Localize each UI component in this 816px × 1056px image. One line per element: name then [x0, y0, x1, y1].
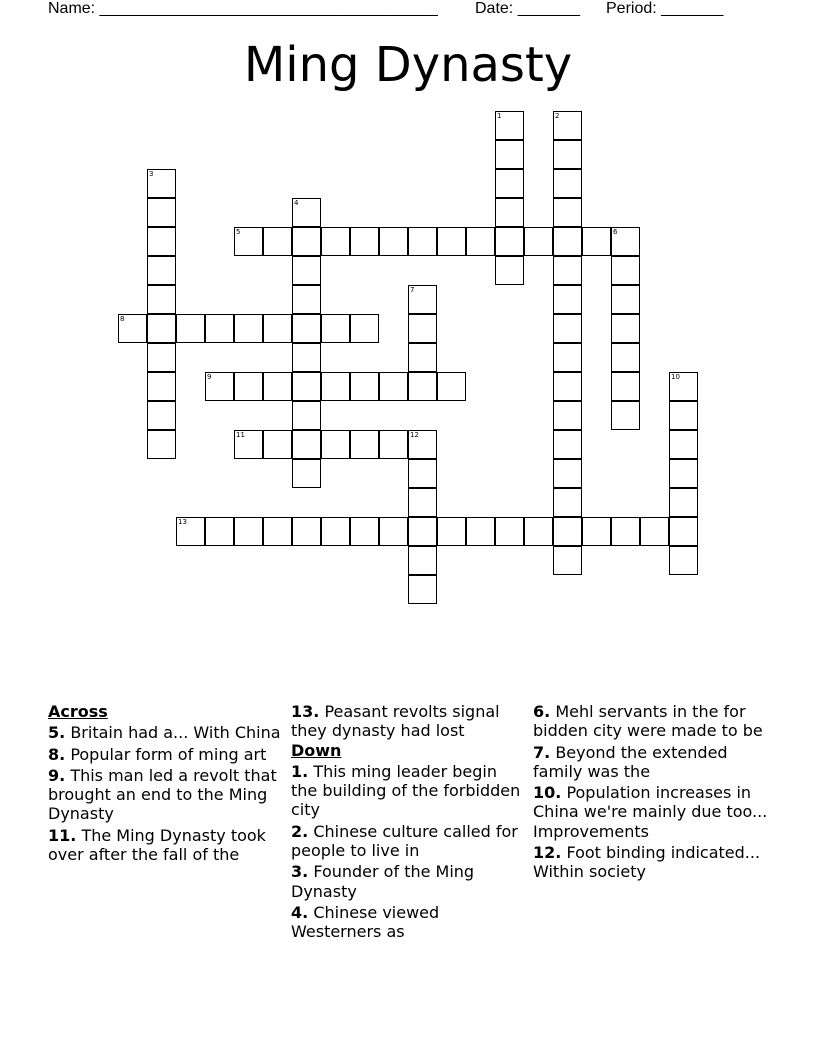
- grid-cell[interactable]: [263, 227, 292, 256]
- grid-cell[interactable]: [408, 227, 437, 256]
- grid-cell[interactable]: [379, 517, 408, 546]
- grid-cell[interactable]: [495, 256, 524, 285]
- grid-cell[interactable]: [350, 430, 379, 459]
- grid-cell[interactable]: [437, 227, 466, 256]
- clue-across-8: 8. Popular form of ming art: [48, 744, 267, 764]
- grid-cell[interactable]: [321, 372, 350, 401]
- grid-cell[interactable]: [350, 517, 379, 546]
- down-heading: Down: [291, 740, 342, 760]
- clues-column-1: [48, 702, 284, 864]
- grid-cell[interactable]: [292, 430, 321, 459]
- grid-cell[interactable]: [408, 517, 437, 546]
- grid-cell[interactable]: [495, 140, 524, 169]
- grid-cell-number: 7: [410, 286, 415, 294]
- name-field[interactable]: Name: ______________________________________: [48, 0, 438, 17]
- grid-cell[interactable]: [408, 343, 437, 372]
- grid-cell[interactable]: [321, 517, 350, 546]
- grid-cell[interactable]: [263, 430, 292, 459]
- grid-cell[interactable]: [437, 517, 466, 546]
- grid-cell-number: 11: [236, 431, 245, 439]
- clue-down-1: 1. This ming leader begin the building of the forbidden city: [291, 761, 521, 820]
- grid-cell[interactable]: [611, 343, 640, 372]
- grid-cell[interactable]: [176, 314, 205, 343]
- grid-cell[interactable]: [292, 343, 321, 372]
- grid-cell[interactable]: [553, 517, 582, 546]
- grid-cell-number: 1: [497, 112, 502, 120]
- grid-cell[interactable]: [524, 517, 553, 546]
- grid-cell[interactable]: [147, 256, 176, 285]
- grid-cell[interactable]: [553, 343, 582, 372]
- grid-cell[interactable]: [205, 517, 234, 546]
- grid-cell[interactable]: [553, 256, 582, 285]
- clue-down-7: 7. Beyond the extended family was the: [533, 742, 728, 781]
- grid-cell[interactable]: [582, 517, 611, 546]
- grid-cell[interactable]: [495, 517, 524, 546]
- grid-cell[interactable]: [553, 459, 582, 488]
- clue-down-2: 2. Chinese culture called for people to live in: [291, 821, 518, 861]
- clues-column-2: [291, 702, 527, 942]
- grid-cell[interactable]: [611, 372, 640, 401]
- grid-cell[interactable]: [147, 227, 176, 256]
- grid-cell[interactable]: [147, 401, 176, 430]
- grid-cell[interactable]: [553, 430, 582, 459]
- grid-cell[interactable]: [611, 401, 640, 430]
- grid-cell[interactable]: [408, 372, 437, 401]
- grid-cell[interactable]: [292, 256, 321, 285]
- grid-cell[interactable]: [553, 488, 582, 517]
- grid-cell[interactable]: [408, 575, 437, 604]
- grid-cell[interactable]: [669, 546, 698, 575]
- grid-cell[interactable]: [379, 372, 408, 401]
- grid-cell[interactable]: [147, 430, 176, 459]
- clue-across-11: 11. The Ming Dynasty took over after the fall of the: [48, 825, 266, 865]
- grid-cell[interactable]: [553, 227, 582, 256]
- grid-cell[interactable]: [611, 517, 640, 546]
- grid-cell[interactable]: [553, 314, 582, 343]
- clue-down-6: 6. Mehl servants in the for bidden city were made to be: [533, 702, 763, 741]
- grid-cell-number: 5: [236, 228, 241, 236]
- grid-cell[interactable]: [379, 430, 408, 459]
- grid-cell[interactable]: [263, 372, 292, 401]
- grid-cell-number: 2: [555, 112, 560, 120]
- grid-cell[interactable]: [553, 546, 582, 575]
- grid-cell-number: 9: [207, 373, 212, 381]
- grid-cell[interactable]: [611, 285, 640, 314]
- grid-cell[interactable]: [553, 140, 582, 169]
- grid-cell[interactable]: [147, 198, 176, 227]
- grid-cell[interactable]: [263, 517, 292, 546]
- grid-cell[interactable]: [350, 227, 379, 256]
- grid-cell[interactable]: [147, 285, 176, 314]
- clue-down-3: 3. Founder of the Ming Dynasty: [291, 862, 475, 901]
- grid-cell[interactable]: [292, 372, 321, 401]
- grid-cell[interactable]: [350, 372, 379, 401]
- grid-cell[interactable]: [205, 314, 234, 343]
- grid-cell-number: 8: [120, 315, 125, 323]
- grid-cell[interactable]: [437, 372, 466, 401]
- grid-cell[interactable]: [408, 546, 437, 575]
- grid-cell[interactable]: [147, 372, 176, 401]
- grid-cell[interactable]: [553, 285, 582, 314]
- grid-cell[interactable]: [669, 401, 698, 430]
- grid-cell[interactable]: [669, 488, 698, 517]
- grid-cell[interactable]: [234, 314, 263, 343]
- clue-down-4: 4. Chinese viewed Westerners as: [291, 902, 440, 942]
- grid-cell-number: 12: [410, 431, 419, 439]
- grid-cell-number: 4: [294, 199, 299, 207]
- grid-cell[interactable]: [495, 227, 524, 256]
- grid-cell[interactable]: [669, 517, 698, 546]
- grid-cell-number: 13: [178, 518, 187, 526]
- grid-cell[interactable]: [495, 198, 524, 227]
- grid-cell[interactable]: [553, 169, 582, 198]
- clues-column-3: [533, 702, 773, 882]
- grid-cell[interactable]: [408, 488, 437, 517]
- grid-cell[interactable]: [495, 169, 524, 198]
- grid-cell[interactable]: [466, 227, 495, 256]
- grid-cell[interactable]: [292, 517, 321, 546]
- grid-cell[interactable]: [147, 343, 176, 372]
- grid-cell[interactable]: [147, 314, 176, 343]
- clue-across-5: 5. Britain had a... With China: [48, 723, 281, 743]
- grid-cell[interactable]: [234, 517, 263, 546]
- grid-cell[interactable]: [582, 227, 611, 256]
- period-field[interactable]: Period: _______: [606, 0, 724, 17]
- grid-cell[interactable]: [669, 430, 698, 459]
- grid-cell[interactable]: [553, 372, 582, 401]
- puzzle-title: Ming Dynasty: [243, 37, 573, 93]
- grid-cell[interactable]: [640, 517, 669, 546]
- grid-cell[interactable]: [553, 198, 582, 227]
- grid-cell-number: 10: [671, 373, 680, 381]
- grid-cell[interactable]: [292, 314, 321, 343]
- grid-cell-number: 6: [613, 228, 618, 236]
- date-field[interactable]: Date: _______: [475, 0, 580, 17]
- grid-cell[interactable]: [611, 314, 640, 343]
- grid-cell[interactable]: [553, 401, 582, 430]
- grid-cell[interactable]: [292, 227, 321, 256]
- clue-down-12: 12. Foot binding indicated... Within society: [533, 843, 761, 882]
- grid-cell[interactable]: [263, 314, 292, 343]
- grid-cell[interactable]: [321, 227, 350, 256]
- grid-cell[interactable]: [379, 227, 408, 256]
- grid-cell[interactable]: [408, 459, 437, 488]
- grid-cell[interactable]: [321, 430, 350, 459]
- grid-cell[interactable]: [408, 314, 437, 343]
- grid-cell[interactable]: [350, 314, 379, 343]
- across-heading: Across: [48, 702, 108, 721]
- clue-down-10: 10. Population increases in China we're mainly due too... Improvements: [533, 783, 768, 841]
- grid-cell[interactable]: [234, 372, 263, 401]
- grid-cell[interactable]: [292, 285, 321, 314]
- grid-cell[interactable]: [611, 256, 640, 285]
- grid-cell[interactable]: [466, 517, 495, 546]
- grid-cell[interactable]: [524, 227, 553, 256]
- clue-across-9: 9. This man led a revolt that brought an end to the Ming Dynasty: [48, 765, 277, 824]
- grid-cell[interactable]: [669, 459, 698, 488]
- clue-across-13: 13. Peasant revolts signal they dynasty had lost: [291, 702, 500, 741]
- grid-cell[interactable]: [292, 459, 321, 488]
- grid-cell[interactable]: [321, 314, 350, 343]
- grid-cell-number: 3: [149, 170, 154, 178]
- grid-cell[interactable]: [292, 401, 321, 430]
